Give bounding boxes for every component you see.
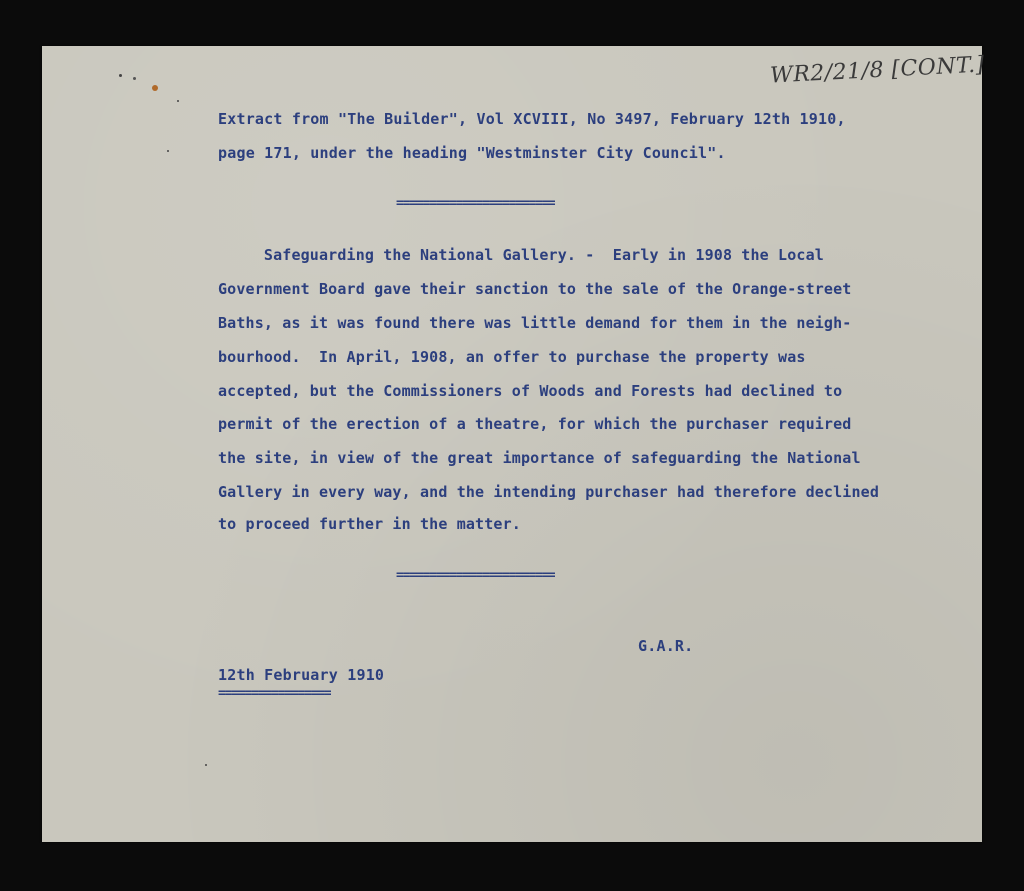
signature-initials: G.A.R. — [638, 637, 694, 655]
paper-speck — [119, 74, 122, 77]
paper-speck — [152, 85, 158, 91]
paper-speck — [205, 764, 207, 766]
extract-source-line-2: page 171, under the heading "Westminster City Council". — [218, 144, 726, 162]
body-line: accepted, but the Commissioners of Woods and Forests had declined to — [218, 382, 843, 400]
paper-speck — [177, 100, 179, 102]
document-date: 12th February 1910 — [218, 666, 385, 684]
body-line: to proceed further in the matter. — [218, 515, 521, 533]
archive-reference: WR2/21/8 [CONT.] — [769, 52, 986, 89]
body-line: Safeguarding the National Gallery. - Early in 1908 the Local — [218, 246, 824, 264]
separator-rule: ======================== — [396, 568, 556, 583]
extract-source-line-1: Extract from "The Builder", Vol XCVIII, No 3497, February 12th 1910, — [218, 110, 846, 128]
body-line: Baths, as it was found there was little demand for them in the neigh- — [218, 314, 852, 332]
paper-speck — [133, 77, 136, 80]
body-line: Gallery in every way, and the intending purchaser had therefore declined — [218, 483, 880, 501]
separator-rule: ======================== — [396, 196, 556, 211]
body-line: Government Board gave their sanction to the sale of the Orange-street — [218, 280, 852, 298]
paper-speck — [167, 150, 169, 152]
body-line: bourhood. In April, 1908, an offer to purchase the property was — [218, 348, 806, 366]
body-line: the site, in view of the great importance of safeguarding the National — [218, 449, 861, 467]
date-underline: ================= — [218, 686, 331, 701]
document-page — [42, 46, 986, 842]
body-line: permit of the erection of a theatre, for which the purchaser required — [218, 415, 852, 433]
